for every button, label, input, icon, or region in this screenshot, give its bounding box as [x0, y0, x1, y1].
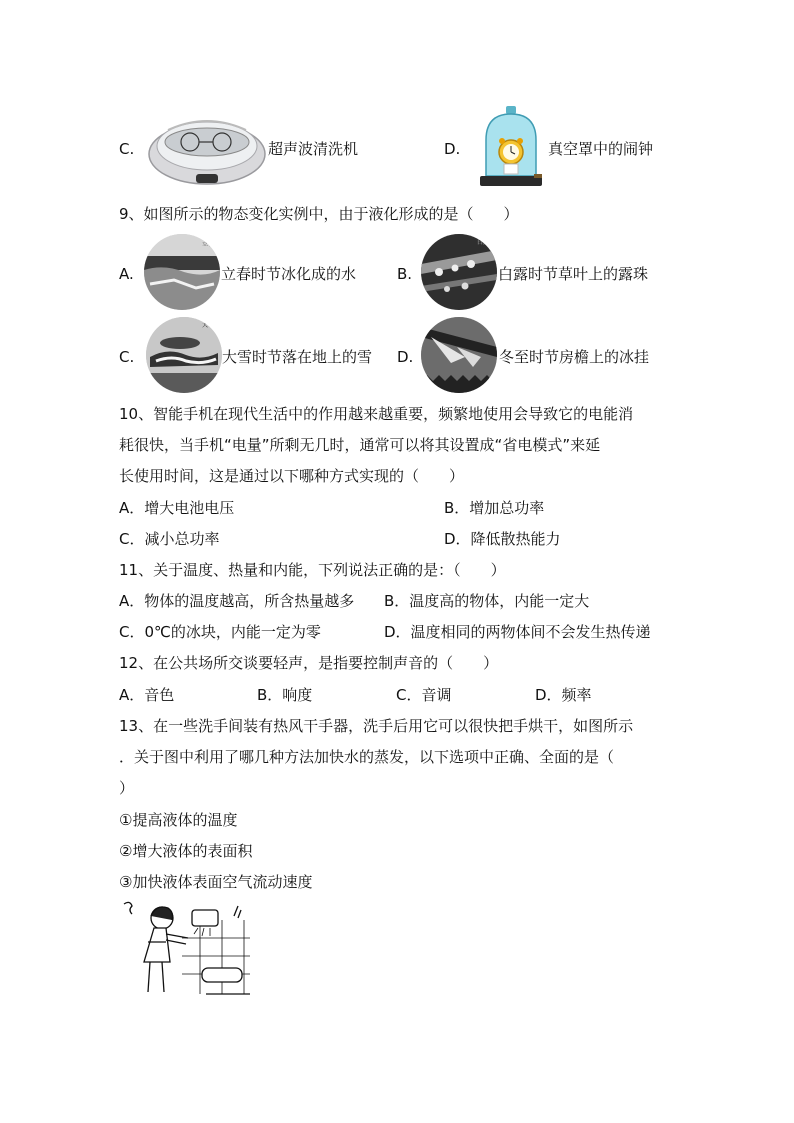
q9-img-b-label: 白露: [477, 239, 490, 246]
q9-a-letter: A.: [119, 265, 134, 283]
icicles-image: [421, 317, 497, 393]
q11-option-c: C．0℃的冰块，内能一定为零: [119, 623, 321, 641]
q9-b-text: 白露时节草叶上的露珠: [498, 265, 649, 283]
q9-d-text: 冬至时节房檐上的冰挂: [499, 348, 650, 366]
q9-a-text: 立春时节冰化成的水: [221, 265, 357, 283]
q10-option-c: C．减小总功率: [119, 530, 220, 548]
q8-c-letter: C.: [119, 140, 135, 158]
q8-c-text: 超声波清洗机: [268, 140, 359, 158]
q12-option-c: C．音调: [396, 686, 452, 704]
q11-stem: 11、关于温度、热量和内能，下列说法正确的是：（ ）: [119, 561, 506, 579]
q13-statement-3: ③加快液体表面空气流动速度: [119, 873, 313, 891]
q10-option-a: A．增大电池电压: [119, 499, 235, 517]
q13-stem-line2: ．关于图中利用了哪几种方法加快水的蒸发，以下选项中正确、全面的是（: [119, 748, 615, 766]
q10-stem-line3: 长使用时间，这是通过以下哪种方式实现的（ ）: [119, 467, 465, 485]
q10-stem-line1: 10、智能手机在现代生活中的作用越来越重要，频繁地使用会导致它的电能消: [119, 405, 634, 423]
thawing-ice-image: [144, 234, 220, 310]
q9-b-letter: B.: [397, 265, 413, 283]
q9-c-text: 大雪时节落在地上的雪: [222, 348, 373, 366]
q8-d-text: 真空罩中的闹钟: [548, 140, 654, 158]
q13-stem-line3: ）: [119, 779, 135, 797]
q12-stem: 12、在公共场所交谈要轻声，是指要控制声音的（ ）: [119, 654, 499, 672]
q13-stem-line1: 13、在一些洗手间装有热风干手器，洗手后用它可以很快把手烘干，如图所示: [119, 717, 634, 735]
dewdrops-on-grass-image: [421, 234, 497, 310]
snow-on-ground-image: [146, 317, 222, 393]
q13-statement-1: ①提高液体的温度: [119, 811, 238, 829]
q9-img-c-label: 大雪: [202, 322, 215, 329]
q12-option-b: B．响度: [257, 686, 313, 704]
q11-option-b: B．温度高的物体，内能一定大: [384, 592, 590, 610]
q11-option-a: A．物体的温度越高，所含热量越多: [119, 592, 355, 610]
q11-option-d: D．温度相同的两物体间不会发生热传递: [384, 623, 651, 641]
q12-option-a: A．音色: [119, 686, 175, 704]
q10-option-b: B．增加总功率: [444, 499, 545, 517]
q10-stem-line2: 耗很快，当手机“电量”所剩无几时，通常可以将其设置成“省电模式”来延: [119, 436, 601, 454]
ultrasonic-cleaner-image: [146, 108, 268, 188]
q13-statement-2: ②增大液体的表面积: [119, 842, 253, 860]
q9-d-letter: D.: [397, 348, 414, 366]
bell-jar-alarm-clock-image: [478, 104, 544, 192]
q9-c-letter: C.: [119, 348, 135, 366]
q12-option-d: D．频率: [535, 686, 592, 704]
q9-stem: 9、如图所示的物态变化实例中，由于液化形成的是（ ）: [119, 205, 519, 223]
q8-d-letter: D.: [444, 140, 461, 158]
q9-img-a-label: 立春: [202, 241, 215, 248]
hand-dryer-illustration: [122, 898, 252, 996]
q10-option-d: D．降低散热能力: [444, 530, 561, 548]
